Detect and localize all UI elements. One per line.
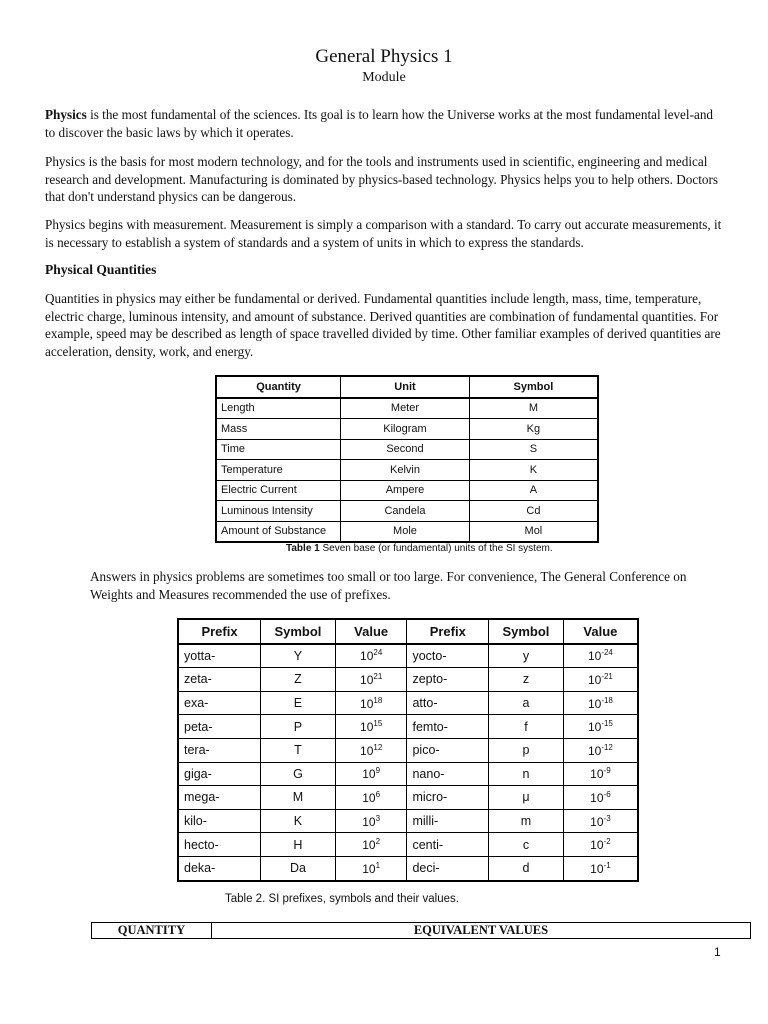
column-header: Symbol [489, 619, 564, 644]
power-exponent: 15 [373, 719, 383, 729]
value-cell [563, 856, 638, 880]
prefix-cell: yocto- [407, 644, 489, 668]
table-cell: S [469, 439, 598, 460]
table-row [178, 856, 638, 880]
paragraph-quantities: Quantities in physics may either be fundamental or derived. Fundamental quantities include length, mass, time, temperature, electric charge, luminous intensity, and amount of substance. Derived quantities are combination of fundamental quantities. For example, speed may be described as length of space travelled divided by time. Other familiar examples of derived quantities are acceleration, density, work, and energy. [45, 291, 721, 359]
table-header-row [178, 619, 638, 644]
value-cell [335, 691, 407, 715]
prefix-cell: zepto- [407, 668, 489, 692]
symbol-cell: y [489, 644, 564, 668]
paragraph-prefixes: Answers in physics problems are sometimes too small or too large. For convenience, The General Conference on Weights and Measures recommended the use of prefixes. [90, 569, 687, 602]
symbol-cell: Da [261, 856, 336, 880]
symbol-cell: E [261, 691, 336, 715]
symbol-cell: Y [261, 644, 336, 668]
prefix-cell: micro- [407, 786, 489, 810]
table-cell: Kilogram [341, 419, 470, 440]
power-base: 10 [360, 672, 374, 687]
prefix-cell: pico- [407, 738, 489, 762]
power-base: 10 [362, 861, 376, 876]
prefix-cell: milli- [407, 809, 489, 833]
prefix-cell: exa- [178, 691, 261, 715]
column-header: Value [563, 619, 638, 644]
paragraph-measurement: Physics begins with measurement. Measurement is simply a comparison with a standard. To carry out accurate measurements, it is necessary to establish a system of standards and a system of units in which to express the standards. [45, 217, 722, 250]
power-exponent: -18 [601, 695, 613, 705]
power-exponent: -2 [603, 837, 611, 847]
table-cell: A [469, 480, 598, 501]
table-row [178, 738, 638, 762]
table-cell: Mass [216, 419, 341, 440]
power-base: 10 [587, 672, 602, 687]
power-exponent: -1 [603, 860, 611, 870]
column-header: EQUIVALENT VALUES [211, 923, 750, 939]
prefix-cell: deci- [407, 856, 489, 880]
power-base: 10 [590, 790, 604, 805]
prefix-cell: kilo- [178, 809, 261, 833]
table2-caption: Table 2. SI prefixes, symbols and their values. [225, 893, 459, 905]
table-row [178, 809, 638, 833]
prefix-cell: giga- [178, 762, 261, 786]
table-row [216, 460, 598, 481]
value-cell [335, 644, 407, 668]
power-base: 10 [360, 696, 374, 711]
value-cell [563, 809, 638, 833]
power-base: 10 [590, 767, 604, 782]
column-header: Symbol [261, 619, 336, 644]
table-cell: Amount of Substance [216, 521, 341, 542]
si-base-units-table [215, 375, 599, 543]
table-cell: Ampere [341, 480, 470, 501]
prefix-cell: deka- [178, 856, 261, 880]
table-cell: Temperature [216, 460, 341, 481]
symbol-cell: T [261, 738, 336, 762]
prefix-cell: nano- [407, 762, 489, 786]
page-number: 1 [714, 945, 721, 959]
table-cell: Cd [469, 501, 598, 522]
intro-lead-word: Physics [45, 107, 87, 122]
prefix-cell: zeta- [178, 668, 261, 692]
table-cell: Kg [469, 419, 598, 440]
symbol-cell: m [489, 809, 564, 833]
power-base: 10 [590, 838, 604, 853]
symbol-cell: H [261, 833, 336, 857]
paragraph-technology: Physics is the basis for most modern technology, and for the tools and instruments used in scientific, engineering and medical research and development. Manufacturing is dominated by physics-based technology. Physics helps you to help others. Doctors that don't understand physics can be dangerous. [45, 154, 719, 204]
power-base: 10 [362, 814, 376, 829]
prefix-cell: atto- [407, 691, 489, 715]
symbol-cell: K [261, 809, 336, 833]
prefix-cell: yotta- [178, 644, 261, 668]
power-exponent: -9 [603, 766, 611, 776]
table1-caption-text: Seven base (or fundamental) units of the SI system. [319, 543, 553, 554]
value-cell [335, 762, 407, 786]
power-base: 10 [587, 649, 602, 664]
table-cell: Mol [469, 521, 598, 542]
table-cell: Time [216, 439, 341, 460]
power-base: 10 [590, 814, 604, 829]
power-base: 10 [362, 790, 376, 805]
symbol-cell: G [261, 762, 336, 786]
value-cell [563, 786, 638, 810]
prefix-cell: hecto- [178, 833, 261, 857]
symbol-cell: z [489, 668, 564, 692]
symbol-cell: a [489, 691, 564, 715]
page-subtitle: Module [362, 70, 406, 85]
prefix-cell: tera- [178, 738, 261, 762]
power-base: 10 [587, 696, 602, 711]
equivalent-values-table [91, 922, 751, 939]
column-header: Quantity [216, 376, 341, 398]
power-exponent: -15 [601, 719, 613, 729]
value-cell [335, 856, 407, 880]
intro-rest: is the most fundamental of the sciences. Its goal is to learn how the Universe works at the most fundamental level-and to discover the basic laws by which it operates. [45, 107, 714, 140]
si-prefixes-table [177, 618, 639, 882]
symbol-cell: n [489, 762, 564, 786]
symbol-cell: d [489, 856, 564, 880]
value-cell [563, 691, 638, 715]
symbol-cell: Z [261, 668, 336, 692]
value-cell [335, 668, 407, 692]
power-base: 10 [587, 720, 602, 735]
power-exponent: 12 [373, 742, 383, 752]
power-exponent: -12 [601, 742, 613, 752]
power-base: 10 [362, 767, 376, 782]
value-cell [563, 738, 638, 762]
value-cell [563, 668, 638, 692]
table-cell: M [469, 398, 598, 419]
power-exponent: -3 [603, 813, 611, 823]
table-header-row [92, 923, 751, 939]
table-row [178, 715, 638, 739]
table-cell: Length [216, 398, 341, 419]
table-row [216, 398, 598, 419]
power-exponent: 6 [375, 789, 381, 799]
power-base: 10 [360, 720, 374, 735]
symbol-cell: P [261, 715, 336, 739]
column-header: Symbol [469, 376, 598, 398]
power-base: 10 [587, 743, 602, 758]
table-row [178, 833, 638, 857]
column-header: Value [335, 619, 407, 644]
table-row [216, 419, 598, 440]
value-cell [335, 809, 407, 833]
column-header: Prefix [407, 619, 489, 644]
table1-caption [286, 543, 553, 554]
value-cell [563, 644, 638, 668]
power-exponent: 3 [375, 813, 381, 823]
prefix-cell: peta- [178, 715, 261, 739]
column-header: Unit [341, 376, 470, 398]
page-title: General Physics 1 [315, 46, 453, 67]
power-exponent: -21 [601, 671, 613, 681]
table-cell: Second [341, 439, 470, 460]
power-base: 10 [360, 649, 374, 664]
table-row [216, 521, 598, 542]
symbol-cell: f [489, 715, 564, 739]
value-cell [563, 833, 638, 857]
value-cell [335, 833, 407, 857]
symbol-cell: p [489, 738, 564, 762]
symbol-cell: μ [489, 786, 564, 810]
power-exponent: 18 [373, 695, 383, 705]
table-row [178, 691, 638, 715]
section-heading-physical-quantities: Physical Quantities [45, 262, 157, 277]
prefix-cell: centi- [407, 833, 489, 857]
value-cell [335, 715, 407, 739]
table-row [216, 439, 598, 460]
table-row [178, 786, 638, 810]
intro-paragraph [45, 106, 725, 141]
table-row [178, 762, 638, 786]
table-cell: Kelvin [341, 460, 470, 481]
value-cell [563, 762, 638, 786]
power-base: 10 [590, 861, 604, 876]
power-exponent: 21 [373, 671, 383, 681]
power-exponent: -6 [603, 789, 611, 799]
column-header: Prefix [178, 619, 261, 644]
column-header: QUANTITY [92, 923, 212, 939]
power-exponent: -24 [601, 648, 613, 658]
power-base: 10 [360, 743, 374, 758]
prefix-cell: mega- [178, 786, 261, 810]
table-cell: Mole [341, 521, 470, 542]
table-cell: K [469, 460, 598, 481]
table-row [178, 668, 638, 692]
power-exponent: 9 [375, 766, 381, 776]
value-cell [335, 786, 407, 810]
power-exponent: 1 [375, 860, 381, 870]
symbol-cell: c [489, 833, 564, 857]
table-cell: Luminous Intensity [216, 501, 341, 522]
prefix-cell: femto- [407, 715, 489, 739]
table-row [216, 480, 598, 501]
table1-caption-label: Table 1 [286, 543, 320, 554]
power-exponent: 24 [373, 648, 383, 658]
table-cell: Meter [341, 398, 470, 419]
power-exponent: 2 [375, 837, 381, 847]
table-row [216, 501, 598, 522]
table-header-row [216, 376, 598, 398]
value-cell [563, 715, 638, 739]
table-cell: Electric Current [216, 480, 341, 501]
power-base: 10 [362, 838, 376, 853]
value-cell [335, 738, 407, 762]
table-cell: Candela [341, 501, 470, 522]
table-row [178, 644, 638, 668]
symbol-cell: M [261, 786, 336, 810]
